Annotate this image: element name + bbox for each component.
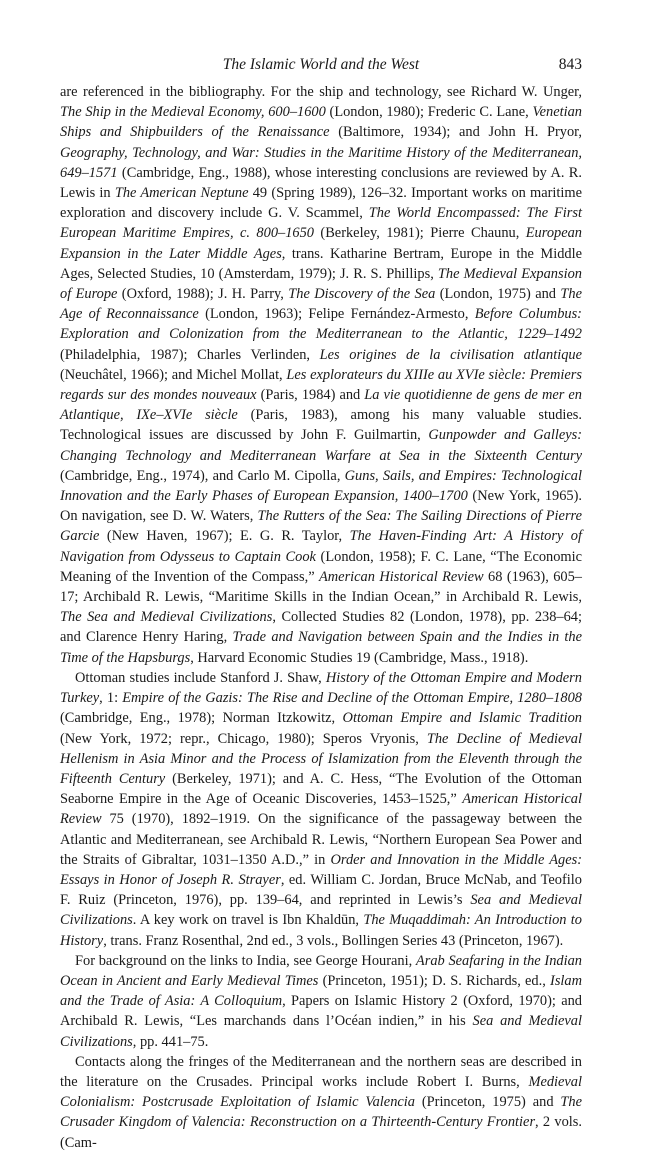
cited-title: The Muqaddimah: An Introduction to History (60, 912, 582, 949)
cited-title: The Medieval Expansion of Europe (60, 265, 582, 303)
cited-title: Sea and Medieval Civilizations (60, 1013, 582, 1050)
text-run: (London, 1975) and (435, 286, 561, 303)
text-run: are referenced in the bibliography. For the ship and technology, see Richard W. Unger, (60, 84, 582, 100)
text-run: , Collected Studies 82 (London, 1978), pp. 238–64; and Clarence Henry Haring, (60, 609, 582, 646)
paragraph-1 (60, 82, 582, 668)
text-run: Ottoman studies include Stanford J. Shaw, (75, 669, 326, 686)
text-run: (London, 1963); Felipe Fernández-Armesto, (198, 306, 475, 323)
text-run: For background on the links to India, see George Hourani, (75, 952, 416, 969)
body-text (60, 82, 582, 1153)
cited-title: Arab Seafaring in the Indian Ocean in Ancient and Early Medieval Times (60, 952, 582, 989)
page-number: 843 (558, 56, 582, 73)
cited-title: The Age of Reconnaissance (60, 286, 582, 323)
paragraph-3 (60, 951, 582, 1052)
running-title: The Islamic World and the West (222, 56, 420, 73)
text-run: (New York, 1972; repr., Chicago, 1980); Speros Vryonis, (60, 730, 427, 747)
paragraph-4 (60, 1052, 582, 1153)
cited-title: Venetian Ships and Shipbuilders of the Renaissance (60, 104, 582, 141)
text-run: . A key work on travel is Ibn Khaldūn, (132, 912, 364, 929)
cited-title: The Haven-Finding Art: A History of Navigation from Odysseus to Captain Cook (60, 528, 582, 565)
cited-title: Before Columbus: Exploration and Colonization from the Mediterranean to the Atlantic, 1229–1492 (60, 306, 582, 343)
text-run: (Paris, 1984) and (256, 387, 365, 404)
text-run: (Berkeley, 1981); Pierre Chaunu, (314, 225, 526, 242)
cited-title: Trade and Navigation between Spain and the Indies in the Time of the Hapsburgs (60, 629, 583, 666)
cited-title: History of the Ottoman Empire and Modern Turkey (60, 669, 582, 707)
cited-title: Les explorateurs du XIIIe au XVIe siècle: Premiers regards sur des mondes nouveaux (60, 366, 582, 404)
cited-title: American Historical Review (60, 791, 582, 828)
text-run: Contacts along the fringes of the Mediterranean and the northern seas are described in the literature on the Crusades. Principal works include Robert I. Burns, (60, 1053, 582, 1090)
text-run: (New Haven, 1967); E. G. R. Taylor, (99, 528, 350, 545)
cited-title: The Discovery of the Sea (288, 286, 436, 303)
cited-title: Guns, Sails, and Empires: Technological Innovation and the Early Phases of European Expansion, 1400–1700 (60, 467, 582, 505)
text-run: 75 (1970), 1892–1919. On the significance of the passageway between the Atlantic and Mediterranean, see Archibald R. Lewis, “Northern European Sea Power and the Straits of Gibraltar, 1031–1350 A.D.,” in (60, 811, 582, 868)
cited-title: Empire of the Gazis: The Rise and Decline of the Ottoman Empire, 1280–1808 (122, 690, 582, 707)
text-run: , trans. Katharine Bertram, Europe in the Middle Ages, Selected Studies, 10 (Amsterdam, 1979); J. R. S. Phillips, (60, 245, 582, 282)
cited-title: American Historical Review (319, 568, 484, 585)
running-header (60, 54, 582, 76)
cited-title: Gunpowder and Galleys: Changing Technology and Mediterranean Warfare at Sea in the Sixteenth Century (60, 427, 582, 464)
cited-title: Geography, Technology, and War: Studies in the Maritime History of the Mediterranean, 649–1571 (60, 144, 582, 181)
cited-title: Les origines de la civilisation atlantique (319, 346, 582, 363)
cited-title: Sea and Medieval Civilizations (60, 892, 582, 929)
text-run: , pp. 441–75. (132, 1033, 209, 1050)
text-run: 49 (Spring 1989), 126–32. Important works on maritime exploration and discovery include G. V. Scammel, (60, 185, 582, 222)
text-run: (Cambridge, Eng., 1978); Norman Itzkowitz, (60, 710, 343, 727)
text-run: (Princeton, 1951); D. S. Richards, ed., (318, 972, 551, 989)
cited-title: European Expansion in the Later Middle Ages (60, 225, 582, 262)
text-run: (Cambridge, Eng., 1974), and Carlo M. Cipolla, (60, 467, 345, 484)
paragraph-2 (60, 668, 582, 951)
cited-title: La vie quotidienne de gens de mer en Atlantique, IXe–XVIe siècle (60, 387, 582, 424)
text-run: (Oxford, 1988); J. H. Parry, (117, 286, 289, 303)
text-run: (Neuchâtel, 1966); and Michel Mollat, (60, 366, 287, 383)
cited-title: The American Neptune (114, 185, 249, 202)
text-run: (Berkeley, 1971); and A. C. Hess, “The Evolution of the Ottoman Seaborne Empire in the Age of Oceanic Discoveries, 1453–1525,” (60, 770, 582, 808)
text-run: (London, 1958); F. C. Lane, “The Economic Meaning of the Invention of the Compass,” (60, 548, 582, 585)
text-run: (Philadelphia, 1987); Charles Verlinden, (60, 346, 320, 363)
text-run: (New York, 1965). On navigation, see D. W. Waters, (60, 488, 582, 525)
text-run: , 1: (99, 690, 123, 707)
cited-title: The World Encompassed: The First European Maritime Empires, c. 800–1650 (60, 205, 582, 242)
cited-title: The Rutters of the Sea: The Sailing Directions of Pierre Garcie (60, 508, 582, 545)
text-run: (Princeton, 1975) and (414, 1094, 561, 1111)
text-run: , ed. William C. Jordan, Bruce McNab, and Teofilo F. Ruiz (Princeton, 1976), pp. 139–64, and reprinted in Lewis’s (60, 871, 582, 909)
text-run: (Paris, 1983), among his many valuable studies. Technological issues are discussed by John F. Guilmartin, (60, 407, 582, 444)
text-run: (Cambridge, Eng., 1988), whose interesting conclusions are reviewed by A. R. Lewis in (60, 164, 582, 202)
cited-title: Medieval Colonialism: Postcrusade Exploitation of Islamic Valencia (60, 1073, 582, 1111)
cited-title: The Ship in the Medieval Economy, 600–1600 (60, 104, 326, 121)
cited-title: Islam and the Trade of Asia: A Colloquium (60, 972, 583, 1010)
text-run: , Papers on Islamic History 2 (Oxford, 1970); and Archibald R. Lewis, “Les marchands dans l’Océan indien,” in his (60, 993, 582, 1030)
text-run: (London, 1980); Frederic C. Lane, (325, 104, 533, 121)
text-run: , trans. Franz Rosenthal, 2nd ed., 3 vols., Bollingen Series 43 (Princeton, 1967). (103, 932, 564, 949)
cited-title: Ottoman Empire and Islamic Tradition (342, 710, 583, 727)
cited-title: The Crusader Kingdom of Valencia: Reconstruction on a Thirteenth-Century Frontier (60, 1094, 582, 1131)
text-run: , Harvard Economic Studies 19 (Cambridge, Mass., 1918). (190, 649, 529, 666)
text-run: , 2 vols. (Cam- (60, 1114, 583, 1151)
text-run: 68 (1963), 605–17; Archibald R. Lewis, “Maritime Skills in the Indian Ocean,” in Archibald R. Lewis, (60, 568, 582, 606)
text-run: (Baltimore, 1934); and John H. Pryor, (329, 124, 582, 141)
cited-title: The Sea and Medieval Civilizations (60, 609, 273, 626)
cited-title: The Decline of Medieval Hellenism in Asia Minor and the Process of Islamization from the Eleventh through the Fifteenth Century (60, 730, 582, 787)
cited-title: Order and Innovation in the Middle Ages: Essays in Honor of Joseph R. Strayer (60, 851, 582, 888)
